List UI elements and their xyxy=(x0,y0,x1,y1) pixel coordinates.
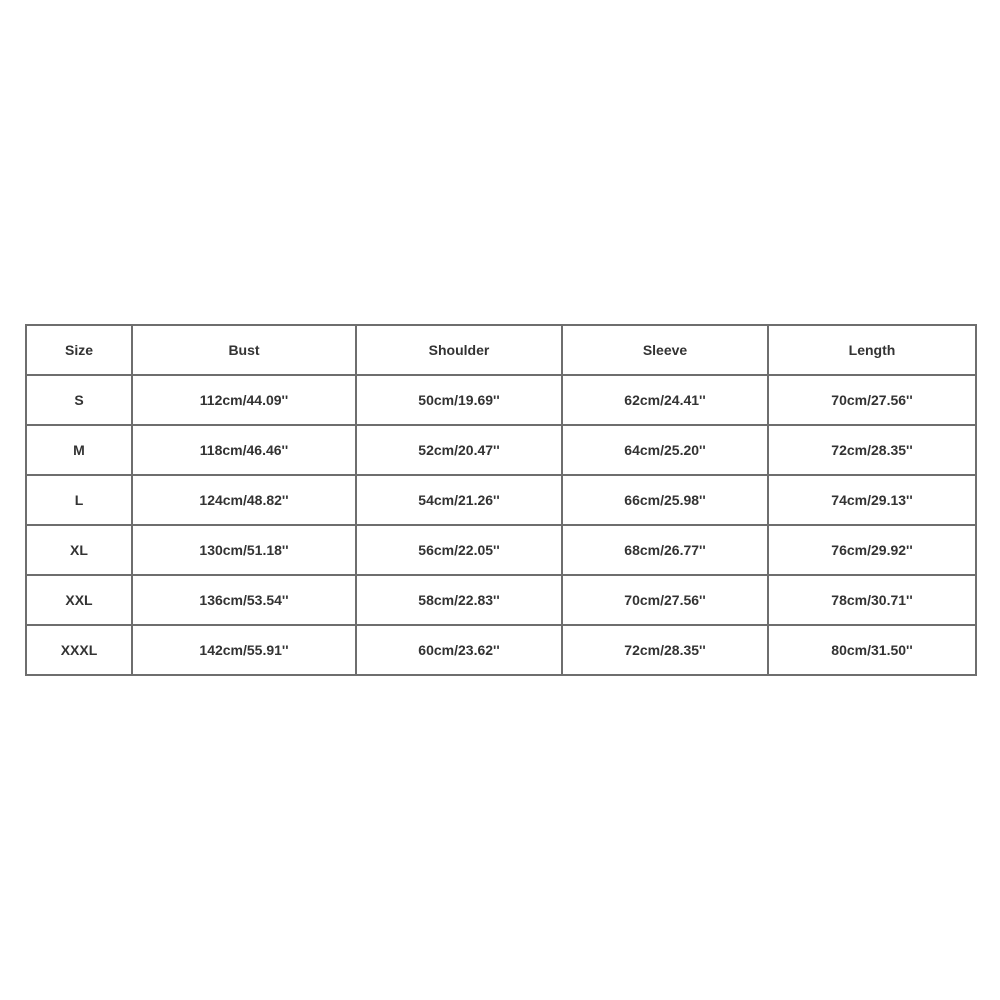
cell-sleeve: 70cm/27.56'' xyxy=(562,575,768,625)
table-row xyxy=(26,525,976,575)
cell-size: XXL xyxy=(26,575,132,625)
table-row xyxy=(26,625,976,675)
cell-sleeve: 64cm/25.20'' xyxy=(562,425,768,475)
cell-size: L xyxy=(26,475,132,525)
cell-sleeve: 62cm/24.41'' xyxy=(562,375,768,425)
cell-bust: 124cm/48.82'' xyxy=(132,475,356,525)
cell-shoulder: 50cm/19.69'' xyxy=(356,375,562,425)
header-length: Length xyxy=(768,325,976,375)
cell-shoulder: 54cm/21.26'' xyxy=(356,475,562,525)
cell-length: 72cm/28.35'' xyxy=(768,425,976,475)
table-row xyxy=(26,575,976,625)
cell-bust: 130cm/51.18'' xyxy=(132,525,356,575)
size-chart-table xyxy=(25,324,977,676)
cell-length: 80cm/31.50'' xyxy=(768,625,976,675)
cell-length: 76cm/29.92'' xyxy=(768,525,976,575)
cell-size: XXXL xyxy=(26,625,132,675)
cell-sleeve: 72cm/28.35'' xyxy=(562,625,768,675)
cell-bust: 112cm/44.09'' xyxy=(132,375,356,425)
table-row xyxy=(26,375,976,425)
cell-shoulder: 56cm/22.05'' xyxy=(356,525,562,575)
cell-size: XL xyxy=(26,525,132,575)
table-row xyxy=(26,475,976,525)
cell-length: 74cm/29.13'' xyxy=(768,475,976,525)
cell-bust: 142cm/55.91'' xyxy=(132,625,356,675)
cell-bust: 118cm/46.46'' xyxy=(132,425,356,475)
cell-bust: 136cm/53.54'' xyxy=(132,575,356,625)
cell-sleeve: 66cm/25.98'' xyxy=(562,475,768,525)
table-row xyxy=(26,425,976,475)
cell-shoulder: 58cm/22.83'' xyxy=(356,575,562,625)
cell-size: M xyxy=(26,425,132,475)
cell-size: S xyxy=(26,375,132,425)
header-row xyxy=(26,325,976,375)
header-bust: Bust xyxy=(132,325,356,375)
cell-sleeve: 68cm/26.77'' xyxy=(562,525,768,575)
cell-length: 78cm/30.71'' xyxy=(768,575,976,625)
header-sleeve: Sleeve xyxy=(562,325,768,375)
cell-shoulder: 60cm/23.62'' xyxy=(356,625,562,675)
cell-shoulder: 52cm/20.47'' xyxy=(356,425,562,475)
header-shoulder: Shoulder xyxy=(356,325,562,375)
header-size: Size xyxy=(26,325,132,375)
cell-length: 70cm/27.56'' xyxy=(768,375,976,425)
